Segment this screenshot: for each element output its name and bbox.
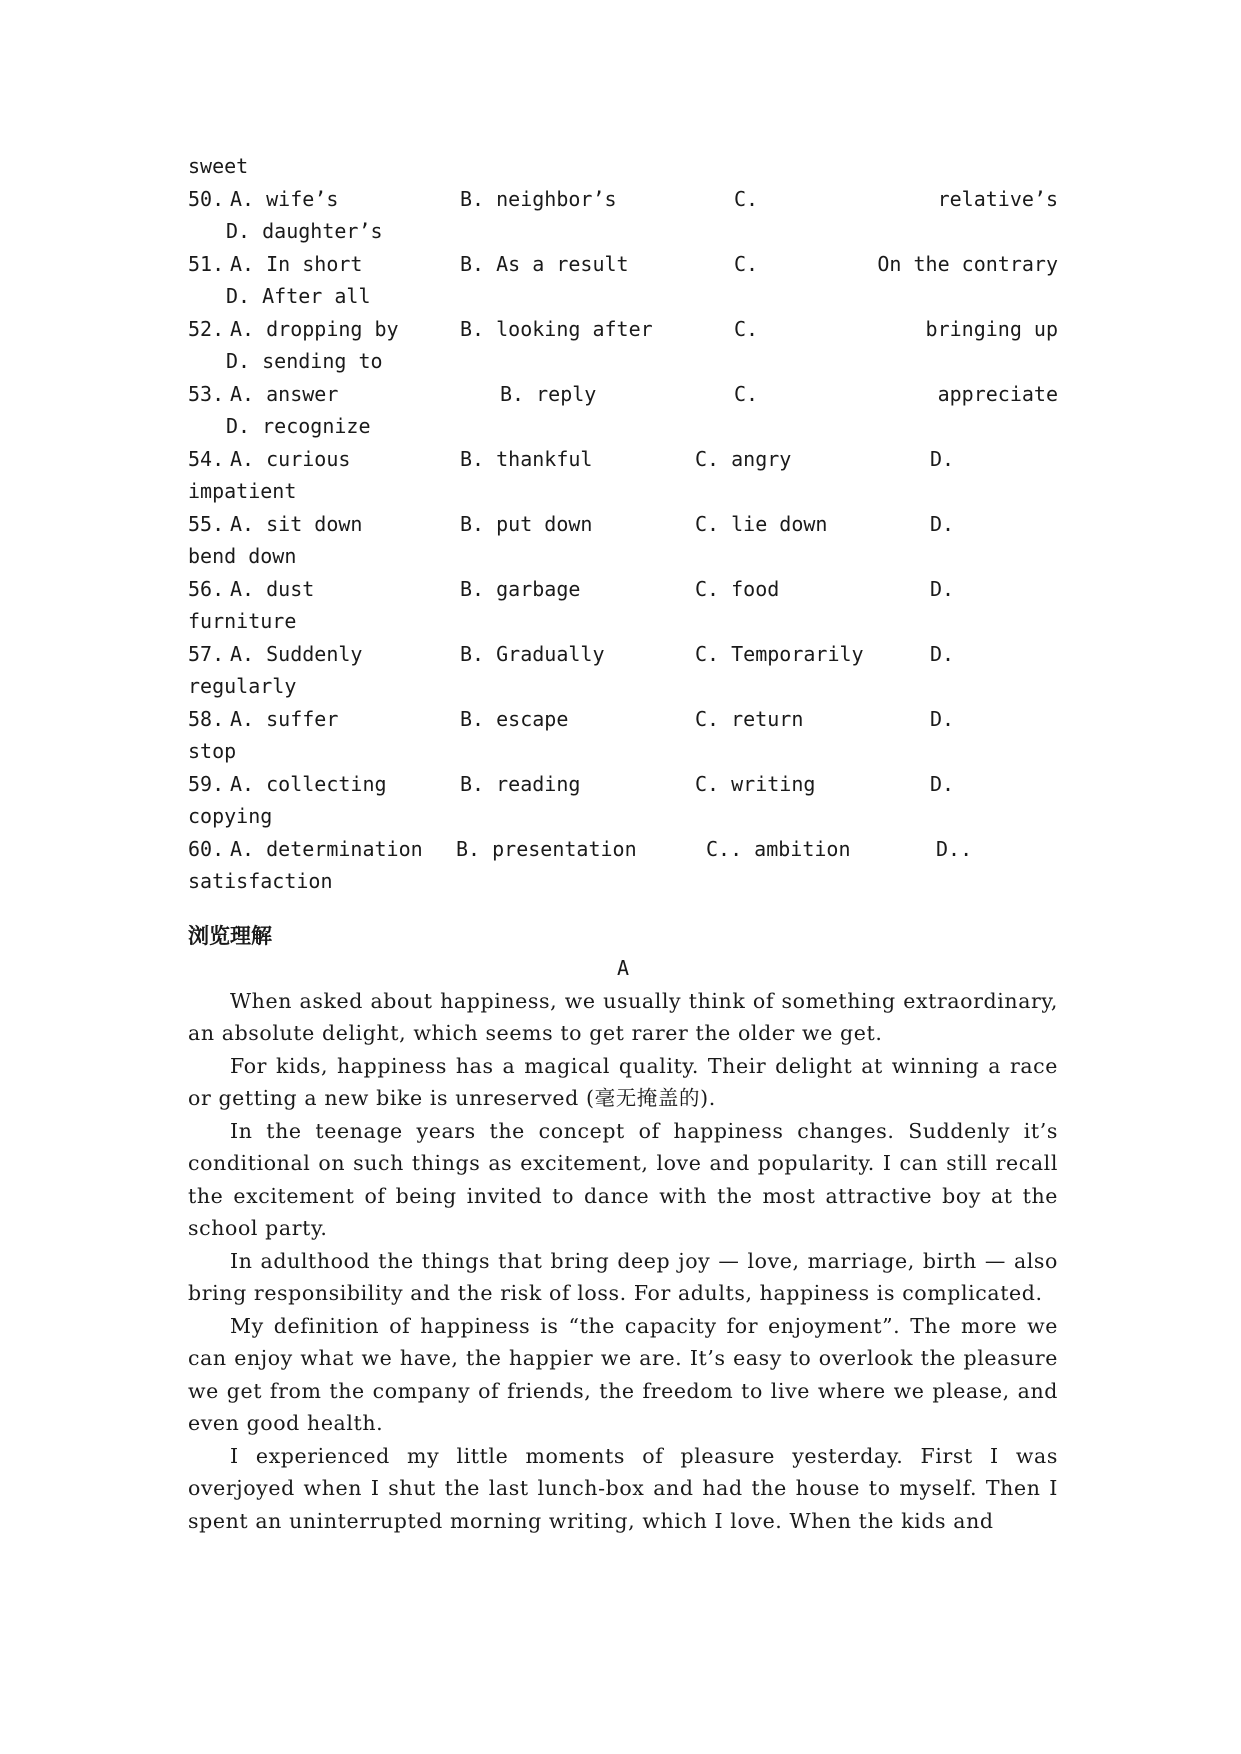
- option-b: B. put down: [460, 511, 593, 536]
- question-line: [188, 443, 1058, 476]
- passage-paragraph: For kids, happiness has a magical quality. Their delight at winning a race or getting a new bike is unreserved (毫无掩盖的).: [188, 1053, 1058, 1110]
- option-b: B. presentation: [456, 836, 637, 861]
- passage-paragraph: I experienced my little moments of pleasure yesterday. First I was overjoyed when I shut the last lunch-box and had the house to myself. Then I spent an uninterrupted morning writing, which I love. When the kids and: [188, 1443, 1058, 1533]
- option-d: satisfaction: [188, 869, 333, 893]
- option-d: copying: [188, 804, 273, 828]
- option-b: B. Gradually: [460, 641, 605, 666]
- option-a: A. suffer: [230, 706, 339, 731]
- option-b: B. reply: [500, 381, 597, 406]
- passage-text: [188, 985, 1058, 1538]
- option-a: A. dropping by: [230, 316, 399, 341]
- question-list: [188, 183, 1058, 898]
- question-number: 56.: [188, 576, 225, 601]
- option-c: C. lie down: [695, 511, 828, 536]
- option-a: A. In short: [230, 251, 363, 276]
- passage-letter: A: [616, 956, 630, 980]
- option-d: D. After all: [226, 284, 371, 308]
- question-line-continued: [188, 475, 1058, 508]
- option-b: B. neighbor’s: [460, 186, 617, 211]
- option-a: A. wife’s: [230, 186, 339, 211]
- option-c: C. food: [695, 576, 780, 601]
- option-d-label: D.: [930, 511, 955, 536]
- question-line-continued: [188, 605, 1058, 638]
- option-d: D. recognize: [226, 414, 371, 438]
- question-line-continued: [188, 345, 1058, 378]
- question-line-continued: [188, 800, 1058, 833]
- question-line-continued: [188, 215, 1058, 248]
- option-c: C. writing: [695, 771, 816, 796]
- question-number: 54.: [188, 446, 225, 471]
- section-heading: 浏览理解: [188, 923, 272, 948]
- question-number: 51.: [188, 251, 225, 276]
- question-line: [188, 768, 1058, 801]
- document-page: [188, 150, 1058, 1537]
- option-c: C. return: [695, 706, 804, 731]
- option-d: regularly: [188, 674, 297, 698]
- option-d: D. daughter’s: [226, 219, 383, 243]
- question-line: [188, 508, 1058, 541]
- question-number: 59.: [188, 771, 225, 796]
- option-a: A. sit down: [230, 511, 363, 536]
- option-a: A. curious: [230, 446, 351, 471]
- option-a: A. dust: [230, 576, 315, 601]
- option-b: B. thankful: [460, 446, 593, 471]
- question-line: [188, 703, 1058, 736]
- option-a: A. determination: [230, 836, 423, 861]
- option-d-label: D.: [930, 771, 955, 796]
- option-c: On the contrary: [877, 251, 1058, 276]
- option-d: bend down: [188, 544, 297, 568]
- question-number: 53.: [188, 381, 225, 406]
- option-d-label: D..: [936, 836, 973, 861]
- option-c: appreciate: [937, 381, 1058, 406]
- option-d-label: D.: [930, 706, 955, 731]
- question-line: [188, 183, 1058, 216]
- question-line-continued: [188, 735, 1058, 768]
- option-b: B. As a result: [460, 251, 629, 276]
- question-line-continued: [188, 280, 1058, 313]
- option-c-label: C.: [734, 186, 759, 211]
- question-line-continued: [188, 670, 1058, 703]
- option-d: impatient: [188, 479, 297, 503]
- question-number: 55.: [188, 511, 225, 536]
- option-b: B. escape: [460, 706, 569, 731]
- option-c: C.. ambition: [706, 836, 851, 861]
- option-c: bringing up: [925, 316, 1058, 341]
- question-line: [188, 313, 1058, 346]
- option-c: relative’s: [937, 186, 1058, 211]
- option-c: C. angry: [695, 446, 792, 471]
- question-line: [188, 248, 1058, 281]
- option-a: A. collecting: [230, 771, 387, 796]
- option-d: D. sending to: [226, 349, 383, 373]
- question-line: [188, 638, 1058, 671]
- question-line: [188, 833, 1058, 866]
- option-d-label: D.: [930, 641, 955, 666]
- option-b: B. reading: [460, 771, 581, 796]
- question-line: [188, 378, 1058, 411]
- question-number: 50.: [188, 186, 225, 211]
- passage-paragraph: In adulthood the things that bring deep joy — love, marriage, birth — also bring responsibility and the risk of loss. For adults, happiness is complicated.: [188, 1248, 1058, 1305]
- option-c-label: C.: [734, 381, 759, 406]
- passage-paragraph: When asked about happiness, we usually think of something extraordinary, an absolute delight, which seems to get rarer the older we get.: [188, 988, 1058, 1045]
- option-d: stop: [188, 739, 237, 763]
- question-number: 57.: [188, 641, 225, 666]
- question-number: 60.: [188, 836, 225, 861]
- passage-paragraph: My definition of happiness is “the capacity for enjoyment”. The more we can enjoy what we have, the happier we are. It’s easy to overlook the pleasure we get from the company of friends, the freedom to live where we please, and even good health.: [188, 1313, 1058, 1435]
- option-a: A. Suddenly: [230, 641, 363, 666]
- option-c-label: C.: [734, 251, 759, 276]
- question-number: 58.: [188, 706, 225, 731]
- question-line: [188, 573, 1058, 606]
- option-b: B. looking after: [460, 316, 653, 341]
- option-c-label: C.: [734, 316, 759, 341]
- option-d: furniture: [188, 609, 297, 633]
- option-d-label: D.: [930, 446, 955, 471]
- option-c: C. Temporarily: [695, 641, 864, 666]
- option-a: A. answer: [230, 381, 339, 406]
- question-line-continued: [188, 410, 1058, 443]
- question-line-continued: [188, 865, 1058, 898]
- question-line-continued: [188, 540, 1058, 573]
- continued-word: sweet: [188, 154, 249, 178]
- question-number: 52.: [188, 316, 225, 341]
- option-d-label: D.: [930, 576, 955, 601]
- option-b: B. garbage: [460, 576, 581, 601]
- passage-paragraph: In the teenage years the concept of happiness changes. Suddenly it’s conditional on such things as excitement, love and popularity. I can still recall the excitement of being invited to dance with the most attractive boy at the school party.: [188, 1118, 1058, 1240]
